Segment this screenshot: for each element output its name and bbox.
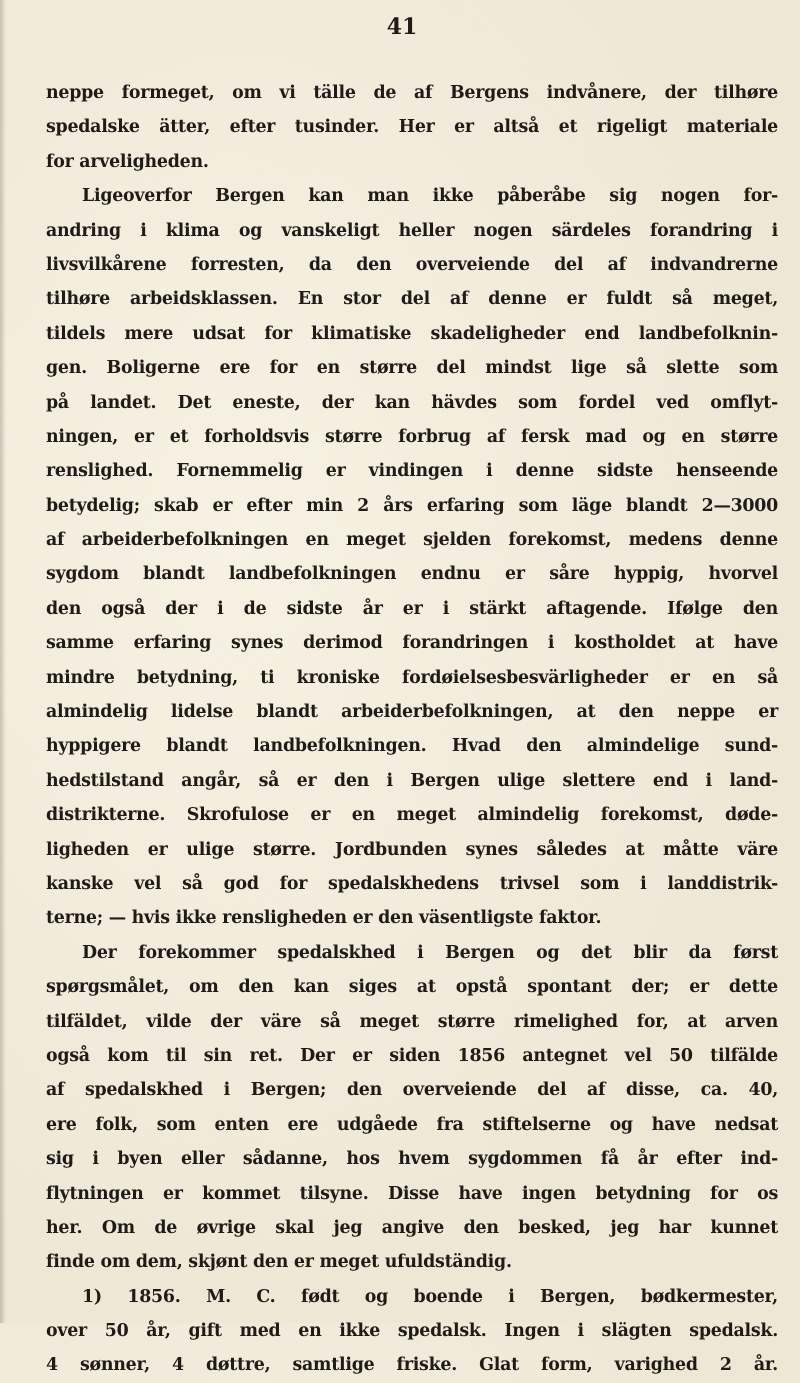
text-line: distrikterne. Skrofulose er en meget almindelig forekomst, døde- [46, 805, 778, 826]
text-line: ningen, er et forholdsvis større forbrug af fersk mad og en større [46, 426, 778, 447]
text-line: over 50 år, gift med en ikke spedalsk. Ingen i slägten spedalsk. [46, 1321, 778, 1342]
text-line: terne; — hvis ikke rensligheden er den väsentligste faktor. [46, 908, 602, 929]
text-line: mindre betydning, ti kroniske fordøielsesbesvärligheder er en så [46, 667, 778, 688]
text-line: også kom til sin ret. Der er siden 1856 antegnet vel 50 tilfälde [46, 1045, 778, 1066]
text-line: kanske vel så god for spedalskhedens trivsel som i landdistrik- [46, 873, 778, 894]
text-line: sygdom blandt landbefolkningen endnu er såre hyppig, hvorvel [46, 564, 778, 585]
text-line: af spedalskhed i Bergen; den overveiende del af disse, ca. 40, [46, 1080, 778, 1101]
page-edge-shadow [0, 0, 6, 1323]
text-line: sig i byen eller sådanne, hos hvem sygdommen få år efter ind- [46, 1149, 778, 1170]
text-line: Ligeoverfor Bergen kan man ikke påberåbe sig nogen for- [82, 186, 778, 207]
text-line: flytningen er kommet tilsyne. Disse have ingen betydning for os [46, 1183, 778, 1204]
text-line: ligheden er ulige større. Jordbunden synes således at måtte väre [46, 839, 778, 860]
text-line: livsvilkårene forresten, da den overveiende del af indvandrerne [46, 254, 778, 275]
text-line: hedstilstand angår, så er den i Bergen ulige slettere end i land- [46, 770, 778, 791]
text-line: spedalske ätter, efter tusinder. Her er altså et rigeligt materiale [46, 117, 778, 138]
text-line: gen. Boligerne ere for en større del mindst lige så slette som [46, 358, 778, 379]
text-line: tildels mere udsat for klimatiske skadeligheder end landbefolknin- [46, 323, 778, 344]
text-line: betydelig; skab er efter min 2 års erfaring som läge blandt 2—3000 [46, 495, 778, 516]
text-line: på landet. Det eneste, der kan hävdes som fordel ved omflyt- [46, 392, 778, 413]
text-line: hyppigere blandt landbefolkningen. Hvad den almindelige sund- [46, 736, 778, 757]
text-line: af arbeiderbefolkningen en meget sjelden forekomst, medens denne [46, 530, 778, 551]
text-line: den også der i de sidste år er i stärkt aftagende. Ifølge den [46, 598, 778, 619]
page-number: 41 [386, 14, 418, 40]
text-line: andring i klima og vanskeligt heller nogen särdeles forandring i [46, 220, 778, 241]
text-line: spørgsmålet, om den kan siges at opstå spontant der; er dette [46, 977, 778, 998]
text-line: her. Om de øvrige skal jeg angive den besked, jeg har kunnet [46, 1217, 778, 1238]
text-line: 1) 1856. M. C. født og boende i Bergen, bødkermester, [82, 1286, 778, 1307]
text-line: 4 sønner, 4 døttre, samtlige friske. Glat form, varighed 2 år. [46, 1355, 778, 1376]
text-line: for arveligheden. [46, 151, 209, 172]
text-line: tilfäldet, vilde der väre så meget større rimelighed for, at arven [46, 1011, 778, 1032]
text-line: Der forekommer spedalskhed i Bergen og det blir da først [82, 942, 778, 963]
text-line: renslighed. Fornemmelig er vindingen i denne sidste henseende [46, 461, 778, 482]
text-line: ere folk, som enten ere udgåede fra stiftelserne og have nedsat [46, 1114, 778, 1135]
text-line: almindelig lidelse blandt arbeiderbefolkningen, at den neppe er [46, 702, 778, 723]
text-line: samme erfaring synes derimod forandringen i kostholdet at have [46, 633, 778, 654]
body-text [46, 76, 778, 1383]
text-line: tilhøre arbeidsklassen. En stor del af denne er fuldt så meget, [46, 289, 778, 310]
text-line: finde om dem, skjønt den er meget ufuldständig. [46, 1252, 512, 1273]
text-line: neppe formeget, om vi tälle de af Bergens indvånere, der tilhøre [46, 83, 778, 103]
